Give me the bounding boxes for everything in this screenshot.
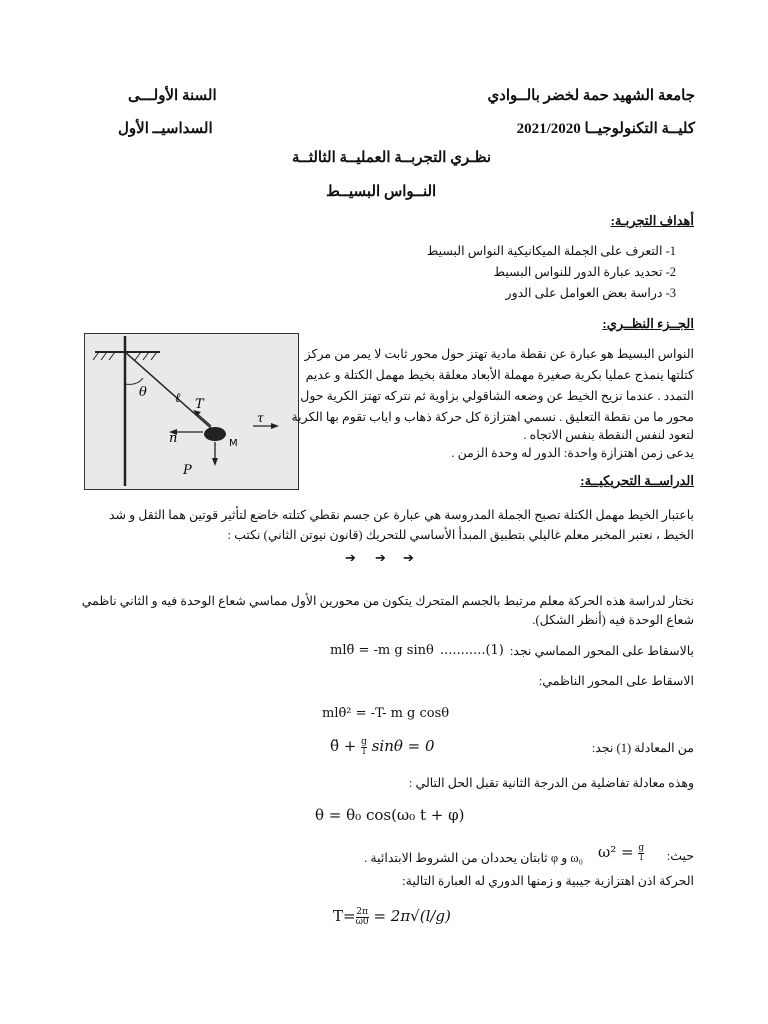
theory-heading: الجــزء النظــري:	[602, 316, 694, 331]
force-arrow-1: ➔	[345, 550, 356, 565]
pendulum-diagram	[85, 334, 298, 489]
theory-line-2: كتلتها ينمذج عمليا بكرية صغيرة مهملة الأبعاد معلقة بخيط مهمل الكتلة و عديم	[305, 368, 694, 382]
omega-fraction	[638, 844, 644, 863]
solution-equation: θ = θ₀ cos(ω₀ t + φ)	[315, 806, 465, 824]
objective-item-1: 1- التعرف على الجملة الميكانيكية النواس البسيط	[426, 244, 676, 258]
from-equation-label: من المعادلة (1) نجد:	[591, 741, 694, 755]
document-subtitle: النــواس البسيــط	[326, 184, 437, 200]
length-label: ℓ	[175, 391, 181, 406]
pendulum-figure	[84, 333, 299, 490]
equation-1-number: ...........(1)	[440, 643, 504, 658]
equation-1: mlθ̈ = -m g sinθ	[330, 643, 434, 658]
tangent-vector-label: τ	[257, 411, 264, 425]
equation-3-numerator: g	[361, 736, 367, 747]
semester-label: السداسيــ الأول	[118, 121, 213, 137]
motion-text: الحركة اذن اهتزازية جيبية و زمنها الدوري له العبارة التالية:	[402, 874, 694, 888]
university-name: جامعة الشهيد حمة لخضر بالــوادي	[487, 88, 695, 104]
theory-line-5: لتعود لنفس النقطة بنفس الاتجاه .	[523, 428, 694, 442]
equation-2: mlθ̇² = -T- m g cosθ	[322, 706, 450, 721]
equation-3-fraction	[361, 738, 367, 757]
equation-3-left: θ̈ +	[330, 737, 357, 755]
where-label: حيث:	[666, 849, 694, 863]
theory-line-1: النواس البسيط هو عبارة عن نقطة مادية تهتز حول محور ثابت لا يمر من مركز	[304, 347, 694, 361]
omega-definition	[598, 843, 644, 863]
omega-numerator: g	[638, 842, 645, 853]
faculty-year: كليــة التكنولوجيــا 2021/2020	[516, 121, 695, 137]
equation-3-right: sinθ = 0	[371, 737, 435, 755]
document-title: نظـري التجربــة العمليــة الثالثــة	[292, 150, 492, 166]
dynamics-line-1: باعتبار الخيط مهمل الكتلة تصبح الجملة المدروسة هي عبارة عن جسم نقطي كتلته خاضع لتأثير قوتين هما الثقل و شد	[108, 508, 694, 522]
omega-denominator: l	[639, 852, 643, 863]
period-denominator: ω0	[355, 916, 369, 927]
differential-equation-text: وهذه معادلة تفاضلية من الدرجة الثانية تقبل الحل التالي :	[408, 776, 694, 790]
dynamics-line-2: الخيط ، نعتبر المخبر معلم غاليلي بتطبيق المبدأ الأساسي للتحريك (قانون نيوتن الثاني) نكتب :	[227, 528, 694, 542]
dynamics-line-3: نختار لدراسة هذه الحركة معلم مرتبط بالجسم المتحرك يتكون من محورين الأول مماسي شعاع الوحدة فيه و الثاني ناظمي	[81, 594, 694, 608]
period-right: = 2π√(l/g)	[373, 907, 451, 925]
period-fraction	[356, 908, 369, 927]
theory-line-3: التمدد . عندما نزيح الخيط عن وضعه الشاقولي بزاوية ثم نتركه تهتز الكرية حول	[300, 389, 694, 403]
tension-label: T	[195, 397, 204, 412]
period-left: T=	[333, 907, 356, 925]
year-label: السنة الأولـــى	[128, 88, 217, 104]
period-numerator: 2π	[356, 906, 368, 917]
dynamics-heading: الدراســة التحريكيــة:	[580, 473, 694, 488]
omega-squared: ω² =	[598, 843, 634, 861]
dynamics-line-4: شعاع الوحدة فيه (أنظر الشكل).	[532, 613, 694, 627]
force-arrow-2: ➔	[375, 550, 386, 565]
normal-projection-label: الاسقاط على المحور الناظمي:	[538, 674, 694, 688]
normal-vector-label: n	[169, 431, 178, 446]
objectives-heading: أهداف التجربـة:	[610, 213, 694, 228]
mass-point-label: M	[229, 438, 238, 449]
theory-line-4: محور ما من نقطة التعليق . نسمي اهتزازة كل حركة ذهاب و اياب تقوم بها الكرية	[291, 410, 694, 424]
equation-3	[330, 737, 435, 757]
force-arrow-3: ➔	[403, 550, 414, 565]
constants-text: ω₀ و φ ثابتان يحددان من الشروط الابتدائية .	[364, 851, 583, 865]
objective-item-3: 3- دراسة بعض العوامل على الدور	[505, 286, 676, 300]
period-equation	[333, 907, 451, 927]
theory-line-6: يدعى زمن اهتزازة واحدة: الدور له وحدة الزمن .	[451, 446, 694, 460]
weight-label: P	[183, 463, 192, 478]
theta-label: θ	[139, 385, 147, 400]
tangent-projection-label: بالاسقاط على المحور المماسي نجد:	[509, 644, 694, 658]
equation-3-denominator: l	[362, 746, 366, 757]
objective-item-2: 2- تحديد عبارة الدور للنواس البسيط	[493, 265, 676, 279]
